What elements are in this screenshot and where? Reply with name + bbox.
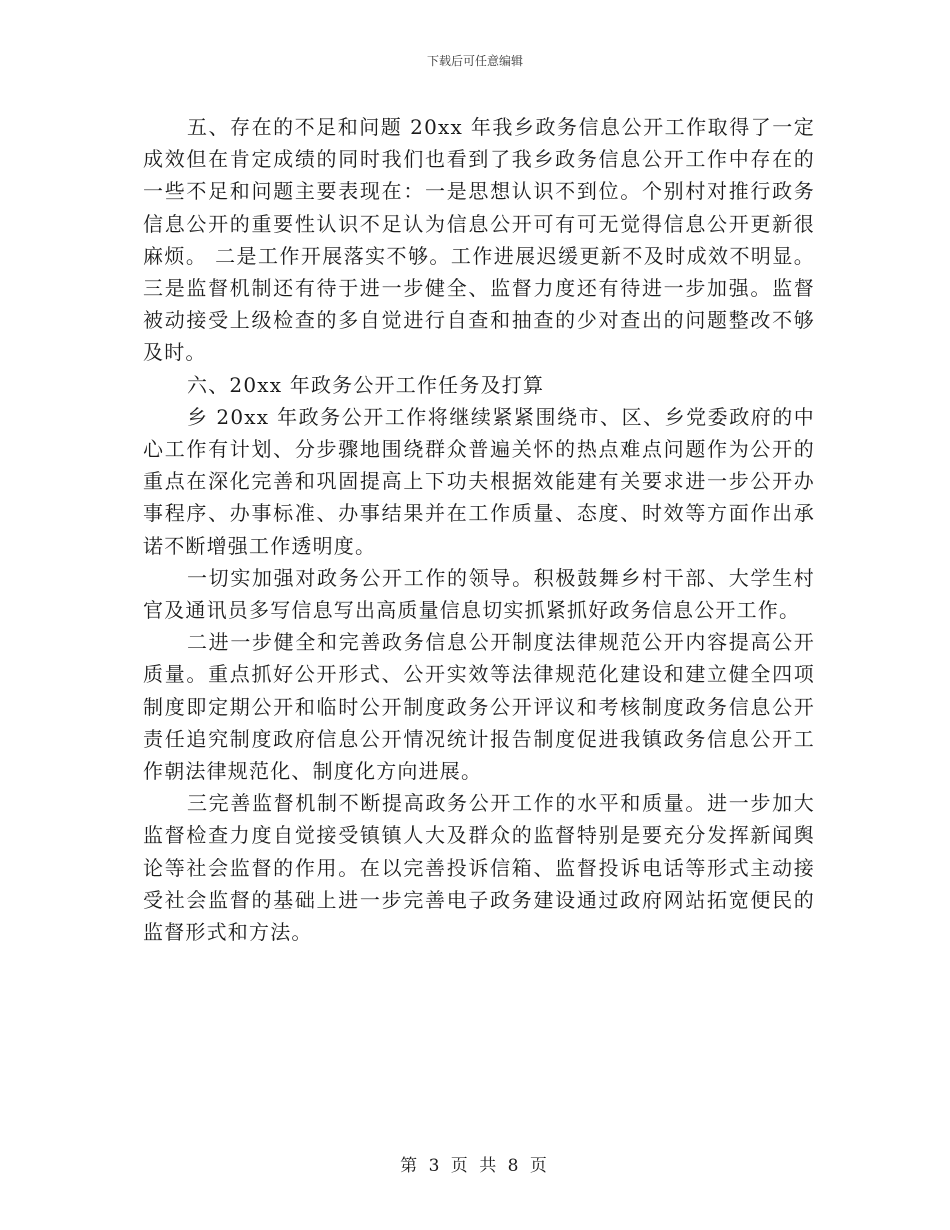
paragraph-shortcomings: 五、存在的不足和问题 20xx 年我乡政务信息公开工作取得了一定成效但在肯定成绩的同时我们也看到了我乡政务信息公开工作中存在的一些不足和问题主要表现在：一是思想认识不到位。个别村对推行政务信息公开的重要性认识不足认为信息公开可有可无觉得信息公开更新很麻烦。 二是工作开展落实不够。工作进展迟缓更新不及时成效不明显。三是监督机制还有待于进一步健全、监督力度还有待进一步加强。监督被动接受上级检查的多自觉进行自查和抽查的少对查出的问题整改不够及时。 bbox=[143, 115, 815, 365]
page-number: 第 3 页 共 8 页 bbox=[400, 1156, 550, 1176]
paragraph-work-plan: 乡 20xx 年政务公开工作将继续紧紧围绕市、区、乡党委政府的中心工作有计划、分步骤地围绕群众普遍关怀的热点难点问题作为公开的重点在深化完善和巩固提高上下功夫根据效能建有关要求进一步公开办事程序、办事标准、办事结果并在工作质量、态度、时效等方面作出承诺不断增强工作透明度。 bbox=[143, 404, 815, 558]
section-heading-plans: 六、20xx 年政务公开工作任务及打算 bbox=[187, 372, 545, 397]
paragraph-item-3-supervision: 三完善监督机制不断提高政务公开工作的水平和质量。进一步加大监督检查力度自觉接受镇镇人大及群众的监督特别是要充分发挥新闻舆论等社会监督的作用。在以完善投诉信箱、监督投诉电话等形式主动接受社会监督的基础上进一步完善电子政务建设通过政府网站拓宽便民的监督形式和方法。 bbox=[143, 791, 815, 945]
page-header-note: 下载后可任意编辑 bbox=[426, 54, 523, 68]
paragraph-item-1-leadership: 一切实加强对政务公开工作的领导。积极鼓舞乡村干部、大学生村官及通讯员多写信息写出高质量信息切实抓紧抓好政务信息公开工作。 bbox=[143, 565, 815, 623]
paragraph-item-2-regulation: 二进一步健全和完善政务信息公开制度法律规范公开内容提高公开质量。重点抓好公开形式、公开实效等法律规范化建设和建立健全四项制度即定期公开和临时公开制度政务公开评议和考核制度政务信息公开责任追究制度政府信息公开情况统计报告制度促进我镇政务信息公开工作朝法律规范化、制度化方向进展。 bbox=[143, 630, 815, 784]
document-body bbox=[143, 111, 815, 948]
